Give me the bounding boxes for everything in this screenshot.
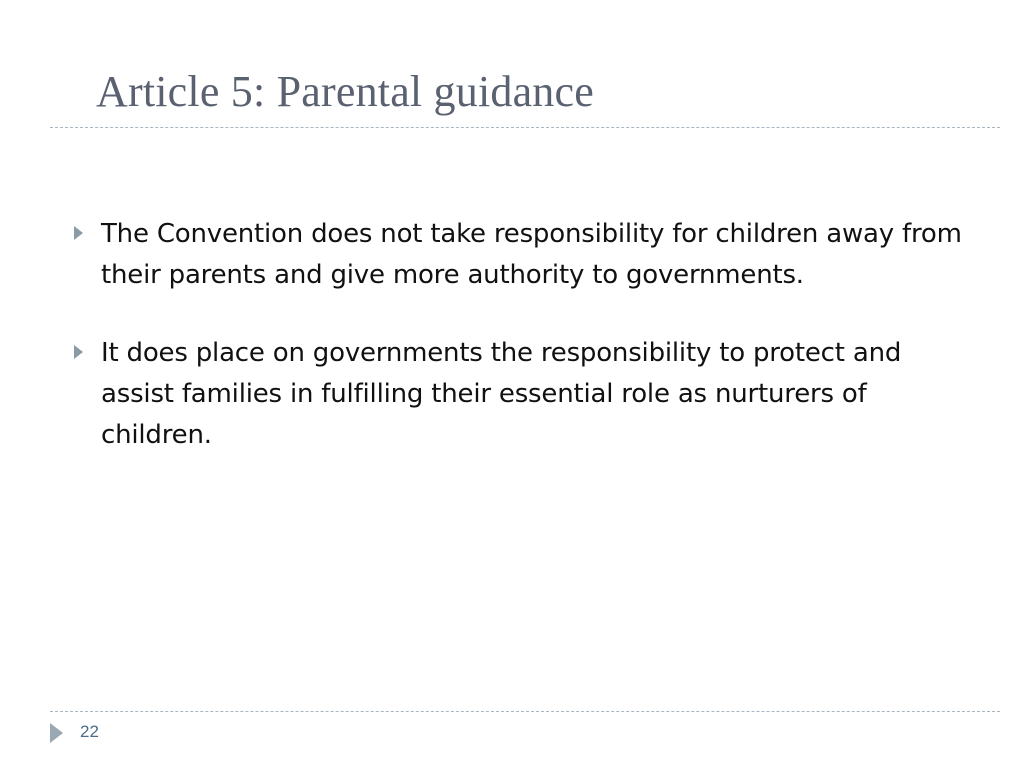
bullet-text: The Convention does not take responsibility for children away from their parents and give more authority to governments. — [101, 219, 962, 290]
title-divider — [50, 127, 1000, 128]
bullet-item — [68, 214, 968, 296]
triangle-bullet-icon — [74, 345, 83, 359]
triangle-bullet-icon — [74, 226, 83, 240]
bullet-item — [68, 333, 968, 456]
bullet-text: It does place on governments the responsibility to protect and assist families in fulfilling their essential role as nurturers of children. — [101, 338, 902, 450]
bullet-list — [68, 214, 968, 493]
footer-divider — [50, 711, 1000, 712]
triangle-footer-icon — [50, 723, 63, 743]
page-number: 22 — [80, 722, 99, 741]
slide-title: Article 5: Parental guidance — [96, 67, 594, 116]
